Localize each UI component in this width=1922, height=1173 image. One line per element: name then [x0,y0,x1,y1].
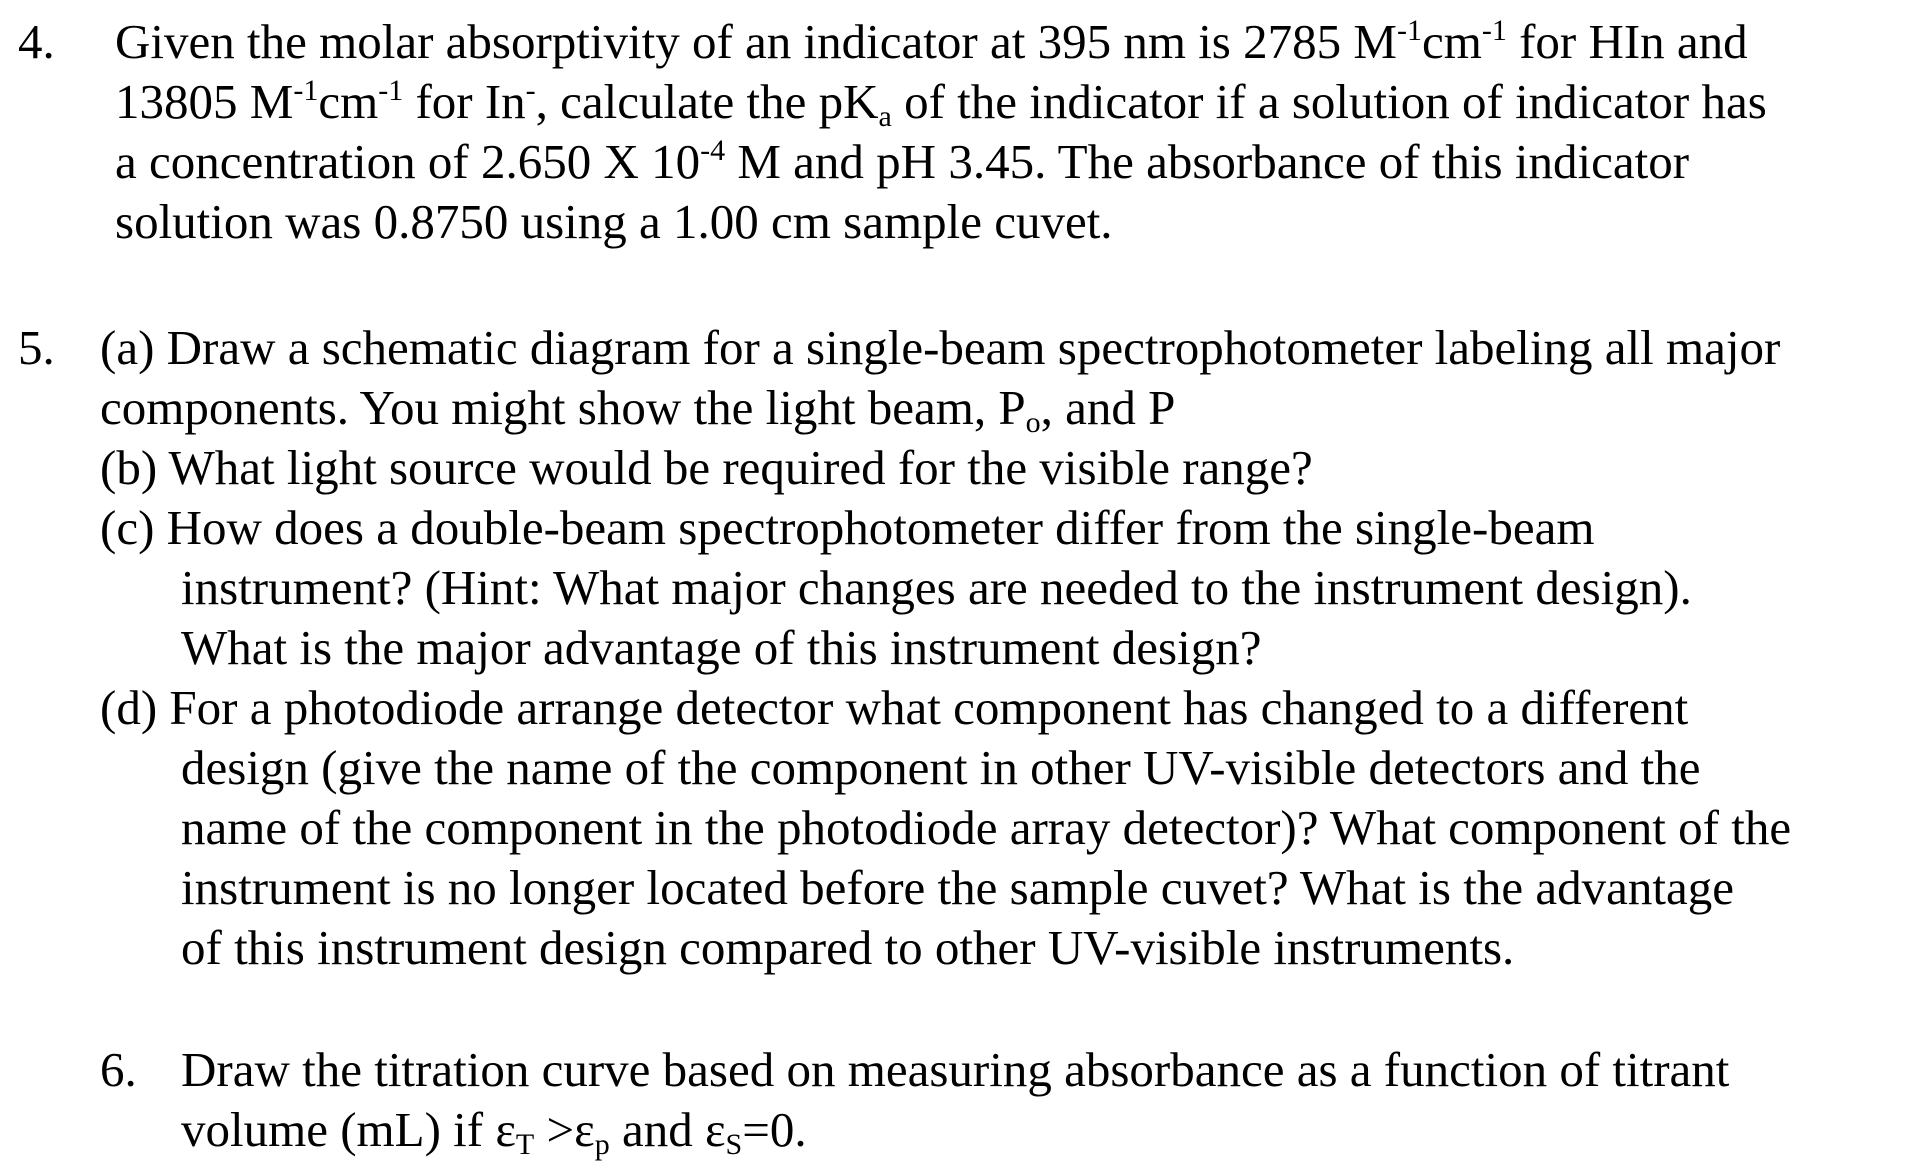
question-5d-line-1: (d) For a photodiode arrange detector what component has changed to a different [100,680,1689,735]
question-6-line-2: volume (mL) if $\varepsilon_T >\varepsilon_p$ and $\varepsilon_S=0$. [181,1102,807,1161]
question-5c-line-2: instrument? (Hint: What major changes are needed to the instrument design). [181,560,1692,615]
question-5d-line-4: instrument is no longer located before the sample cuvet? What is the advantage [181,860,1734,915]
question-5a-line-1: (a) Draw a schematic diagram for a single-beam spectrophotometer labeling all major [100,320,1781,375]
question-6-number: 6. [100,1042,137,1097]
question-4-line-1: Given the molar absorptivity of an indicator at 395 nm is 2785 $M^{-1}cm^{-1}$ for HIn and [115,14,1748,69]
question-4-line-2: 13805 $M^{-1}cm^{-1}$ for In-, calculate the $pK_a$ of the indicator if a solution of indicator has [115,74,1767,133]
question-4-number: 4. [18,14,55,69]
question-4-line-4: solution was 0.8750 using a 1.00 cm sample cuvet. [115,194,1113,249]
question-5c-line-1: (c) How does a double-beam spectrophotometer differ from the single-beam [100,500,1595,555]
question-5d-line-3: name of the component in the photodiode array detector)? What component of the [181,800,1792,855]
question-4-line-3: a concentration of 2.650 X $10^{-4}$ M and pH 3.45. The absorbance of this indicator [115,134,1690,189]
question-5b-line-1: (b) What light source would be required for the visible range? [100,440,1313,495]
question-5d-line-2: design (give the name of the component in other UV-visible detectors and the [181,740,1701,795]
question-5-number: 5. [18,320,55,375]
question-5c-line-3: What is the major advantage of this instrument design? [181,620,1262,675]
question-5d-line-5: of this instrument design compared to other UV-visible instruments. [181,920,1515,975]
question-6-line-1: Draw the titration curve based on measuring absorbance as a function of titrant [181,1042,1730,1097]
question-5a-line-2: components. You might show the light beam, $P_o$, and P [100,380,1176,439]
